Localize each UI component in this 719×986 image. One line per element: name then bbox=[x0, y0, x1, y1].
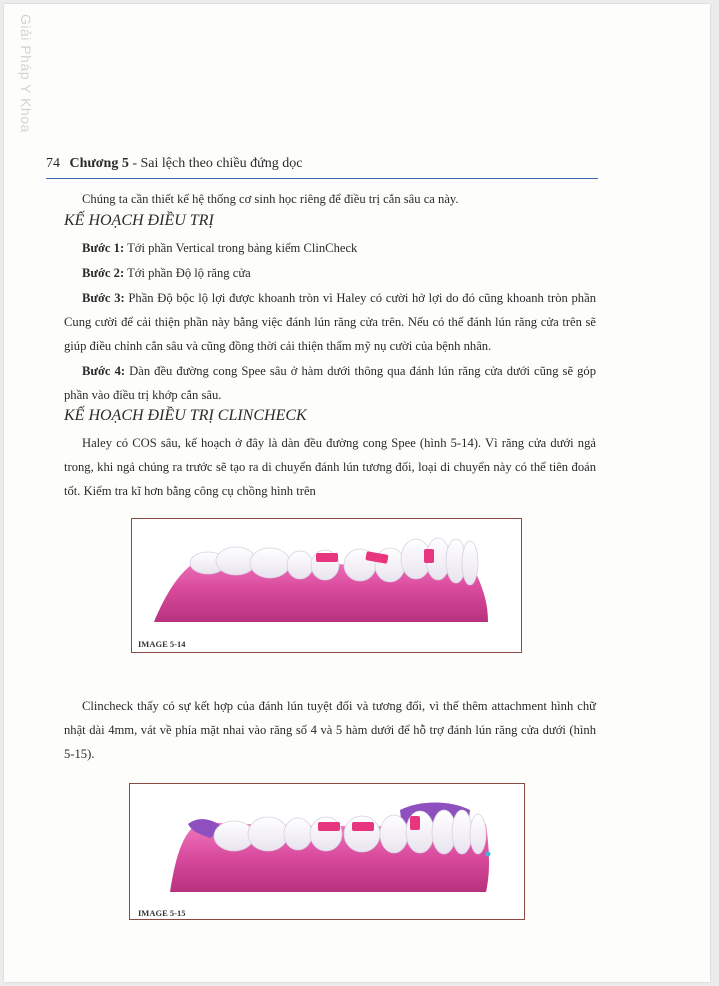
step-2 bbox=[64, 261, 596, 285]
figure-5-15-caption: IMAGE 5-15 bbox=[138, 908, 186, 918]
step-1-text: Tới phần Vertical trong bảng kiểm ClinCheck bbox=[124, 241, 358, 255]
step-1 bbox=[64, 236, 596, 260]
step-4 bbox=[64, 359, 596, 407]
document-page bbox=[4, 4, 710, 982]
step-4-label: Bước 4: bbox=[82, 364, 126, 378]
paragraph-attachment: Clincheck thấy có sự kết hợp của đánh lún tuyệt đối và tương đối, vì thế thêm attachment hình chữ nhật dài 4mm, vát về phía mặt nhai vào răng số 4 và 5 hàm dưới để hỗ trợ đánh lún răng cửa dưới (hình 5-15). bbox=[64, 699, 596, 761]
figure-5-14 bbox=[131, 518, 522, 653]
step-2-text: Tới phần Độ lộ răng cửa bbox=[124, 266, 251, 280]
teeth-illustration-1 bbox=[132, 519, 521, 652]
section-heading-clincheck: KẾ HOẠCH ĐIỀU TRỊ CLINCHECK bbox=[64, 407, 307, 424]
step-4-text: Dàn đều đường cong Spee sâu ở hàm dưới thông qua đánh lún răng cửa dưới cũng sẽ góp phần vào điều trị khớp cắn sâu. bbox=[64, 364, 596, 402]
clincheck-paragraph: Haley có COS sâu, kế hoạch ở đây là dàn đều đường cong Spee (hình 5-14). Vì răng cửa dưới ngả trong, khi ngả chúng ra trước sẽ tạo ra di chuyển đánh lún tương đối, loại di chuyển này có thể tiên đoán tốt. Kiểm tra kĩ hơn bằng công cụ chồng hình trên bbox=[64, 436, 596, 498]
figure-5-15 bbox=[129, 783, 525, 920]
page-header bbox=[46, 156, 598, 179]
chapter-title: - Sai lệch theo chiều đứng dọc bbox=[128, 156, 303, 171]
step-3-label: Bước 3: bbox=[82, 291, 125, 305]
watermark: Giải Pháp Y Khoa bbox=[18, 14, 34, 133]
intro-paragraph: Chúng ta cần thiết kế hệ thống cơ sinh học riêng để điều trị cắn sâu ca này. bbox=[82, 192, 459, 206]
step-3-text: Phần Độ bộc lộ lợi được khoanh tròn vì Haley có cười hở lợi do đó cũng khoanh tròn phần Cung cười để cải thiện phần này bằng việc đánh lún răng cửa trên. Nếu có thể đánh lún răng cửa trên sẽ giúp điều chỉnh cắn sâu và cũng đồng thời cải thiện thẩm mỹ nụ cười của bệnh nhân. bbox=[64, 291, 596, 353]
step-1-label: Bước 1: bbox=[82, 241, 125, 255]
step-3 bbox=[64, 286, 596, 358]
chapter-label: Chương 5 bbox=[69, 156, 129, 171]
page-number: 74 bbox=[46, 156, 60, 171]
figure-5-14-caption: IMAGE 5-14 bbox=[138, 639, 186, 649]
step-2-label: Bước 2: bbox=[82, 266, 125, 280]
section-heading-treatment-plan: KẾ HOẠCH ĐIỀU TRỊ bbox=[64, 212, 214, 229]
teeth-illustration-2 bbox=[130, 784, 524, 919]
